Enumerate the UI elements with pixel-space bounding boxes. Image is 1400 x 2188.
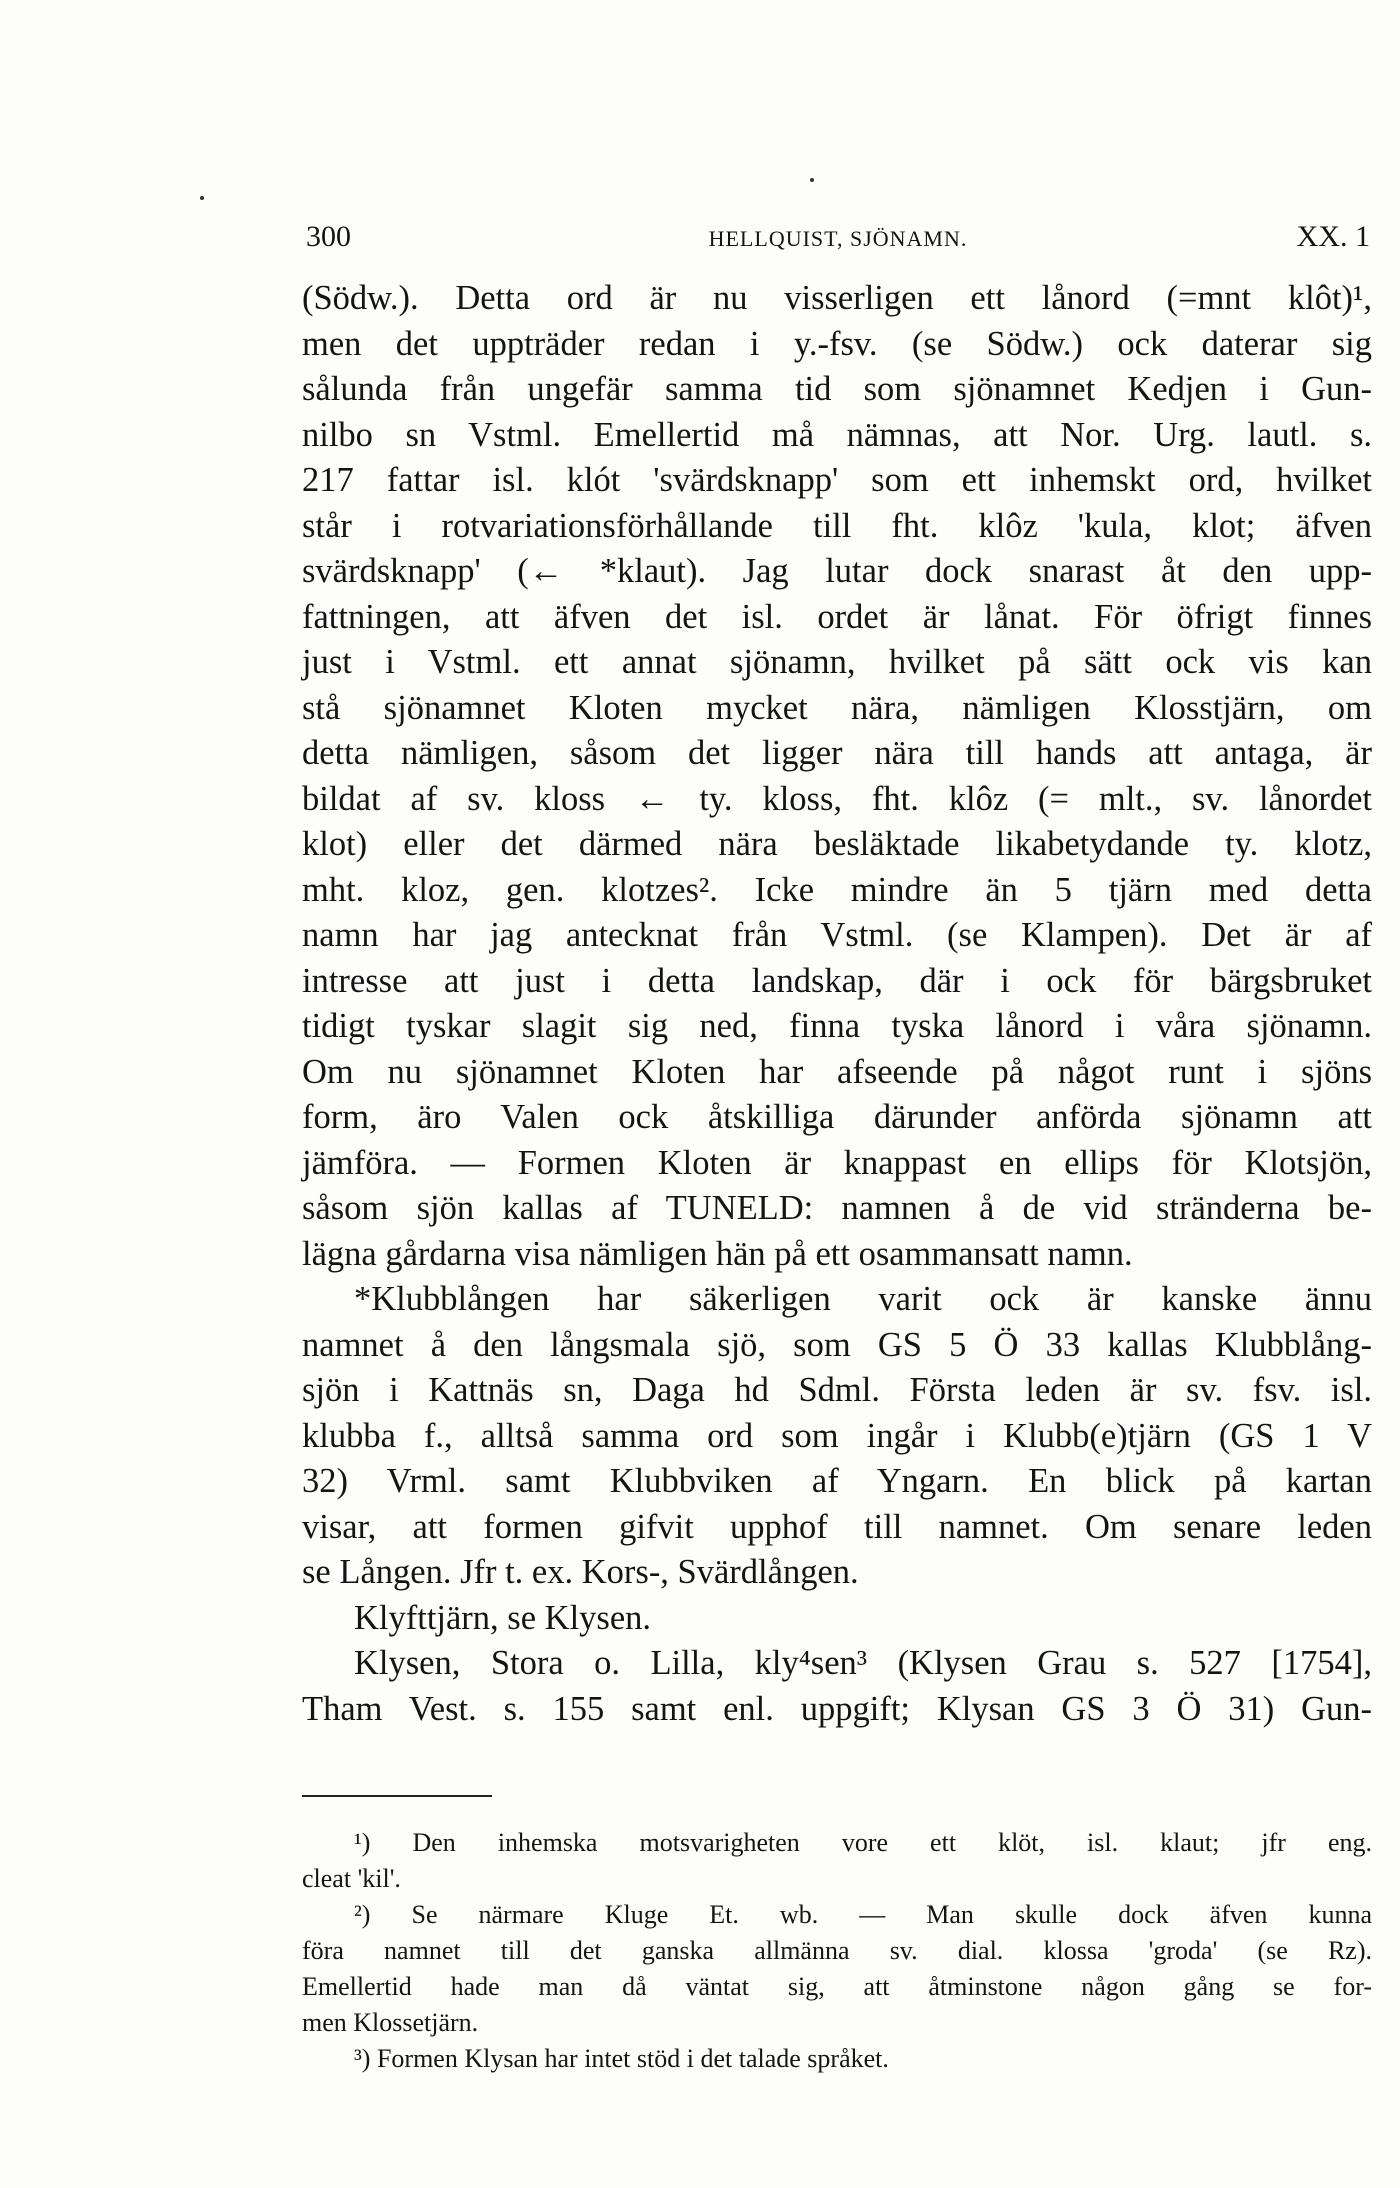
- body-line: jämföra. — Formen Kloten är knappast en ellips för Klotsjön,: [302, 1143, 1372, 1182]
- body-line: Om nu sjönamnet Kloten har afseende på något runt i sjöns: [302, 1052, 1372, 1091]
- body-line: såsom sjön kallas af TUNELD: namnen å de vid stränderna be-: [302, 1189, 1372, 1227]
- entry-klysen: Klysen, Stora o. Lilla, kly⁴sen³ (Klysen Grau s. 527 [1754],: [354, 1644, 1372, 1682]
- footnotes: [302, 1825, 1372, 2077]
- body-line: 217 fattar isl. klót 'svärdsknapp' som ett inhemskt ord, hvilket: [302, 461, 1372, 499]
- body-line: nilbo sn Vstml. Emellertid må nämnas, att Nor. Urg. lautl. s.: [302, 415, 1372, 454]
- body-line: detta nämligen, såsom det ligger nära till hands att antaga, är: [302, 734, 1372, 772]
- body-line: intresse att just i detta landskap, där i ock för bärgsbruket: [302, 961, 1372, 1000]
- footnote-rule: [302, 1795, 492, 1797]
- section-number: XX. 1: [1296, 220, 1370, 253]
- print-speck-left: [200, 196, 204, 200]
- footnote-1: ¹) Den inhemska motsvarigheten vore ett klöt, isl. klaut; jfr eng.: [354, 1828, 1372, 1857]
- body-line: stå sjönamnet Kloten mycket nära, nämligen Klosstjärn, om: [302, 688, 1372, 727]
- body-line: fattningen, att äfven det isl. ordet är lånat. För öfrigt finnes: [302, 597, 1372, 636]
- body-line: står i rotvariationsförhållande till fht. klôz 'kula, klot; äfven: [302, 506, 1372, 545]
- footnote-line: Emellertid hade man då väntat sig, att åtminstone någon gång se for-: [302, 1972, 1372, 2001]
- print-speck-center: [810, 178, 814, 182]
- body-line: just i Vstml. ett annat sjönamn, hvilket på sätt ock vis kan: [302, 643, 1372, 681]
- entry-klyfttjarn: Klyfttjärn, se Klysen.: [354, 1598, 652, 1637]
- body-line: se Lången. Jfr t. ex. Kors-, Svärdlången.: [302, 1553, 859, 1591]
- running-header: [306, 220, 1370, 270]
- body-line: Tham Vest. s. 155 samt enl. uppgift; Klysan GS 3 Ö 31) Gun-: [302, 1689, 1372, 1728]
- body-line: (Södw.). Detta ord är nu visserligen ett lånord (=mnt klôt)¹,: [302, 279, 1372, 317]
- page-number: 300: [306, 220, 351, 253]
- body-line: mht. kloz, gen. klotzes². Icke mindre än 5 tjärn med detta: [302, 870, 1372, 909]
- body-line: bildat af sv. kloss ← ty. kloss, fht. klôz (= mlt., sv. lånordet: [302, 779, 1372, 818]
- footnote-line: cleat 'kil'.: [302, 1864, 401, 1893]
- body-line: klot) eller det därmed nära besläktade likabetydande ty. klotz,: [302, 825, 1372, 863]
- entry-klubblangen: *Klubblången har säkerligen varit ock är kanske ännu: [354, 1280, 1372, 1318]
- body-line: svärdsknapp' (← *klaut). Jag lutar dock snarast åt den upp-: [302, 552, 1372, 590]
- body-text: [302, 276, 1372, 1732]
- body-line: sjön i Kattnäs sn, Daga hd Sdml. Första leden är sv. fsv. isl.: [302, 1371, 1372, 1409]
- running-title: HELLQUIST, SJÖNAMN.: [708, 226, 968, 251]
- footnote-line: föra namnet till det ganska allmänna sv. dial. klossa 'groda' (se Rz).: [302, 1936, 1372, 1965]
- body-line: men det uppträder redan i y.-fsv. (se Södw.) ock daterar sig: [302, 324, 1372, 363]
- body-line: tidigt tyskar slagit sig ned, finna tyska lånord i våra sjönamn.: [302, 1007, 1372, 1045]
- footnote-2: ²) Se närmare Kluge Et. wb. — Man skulle dock äfven kunna: [354, 1900, 1372, 1929]
- footnote-3: ³) Formen Klysan har intet stöd i det talade språket.: [354, 2044, 889, 2073]
- body-line: visar, att formen gifvit upphof till namnet. Om senare leden: [302, 1507, 1372, 1546]
- body-line: sålunda från ungefär samma tid som sjönamnet Kedjen i Gun-: [302, 370, 1372, 408]
- body-line: klubba f., alltså samma ord som ingår i Klubb(e)tjärn (GS 1 V: [302, 1416, 1372, 1455]
- body-line: 32) Vrml. samt Klubbviken af Yngarn. En blick på kartan: [302, 1462, 1372, 1500]
- body-line: namnet å den långsmala sjö, som GS 5 Ö 33 kallas Klubblång-: [302, 1325, 1372, 1364]
- footnote-line: men Klossetjärn.: [302, 2008, 479, 2037]
- body-line: namn har jag antecknat från Vstml. (se Klampen). Det är af: [302, 916, 1372, 954]
- body-line: lägna gårdarna visa nämligen hän på ett osammansatt namn.: [302, 1234, 1133, 1273]
- body-line: form, äro Valen ock åtskilliga därunder anförda sjönamn att: [302, 1098, 1372, 1136]
